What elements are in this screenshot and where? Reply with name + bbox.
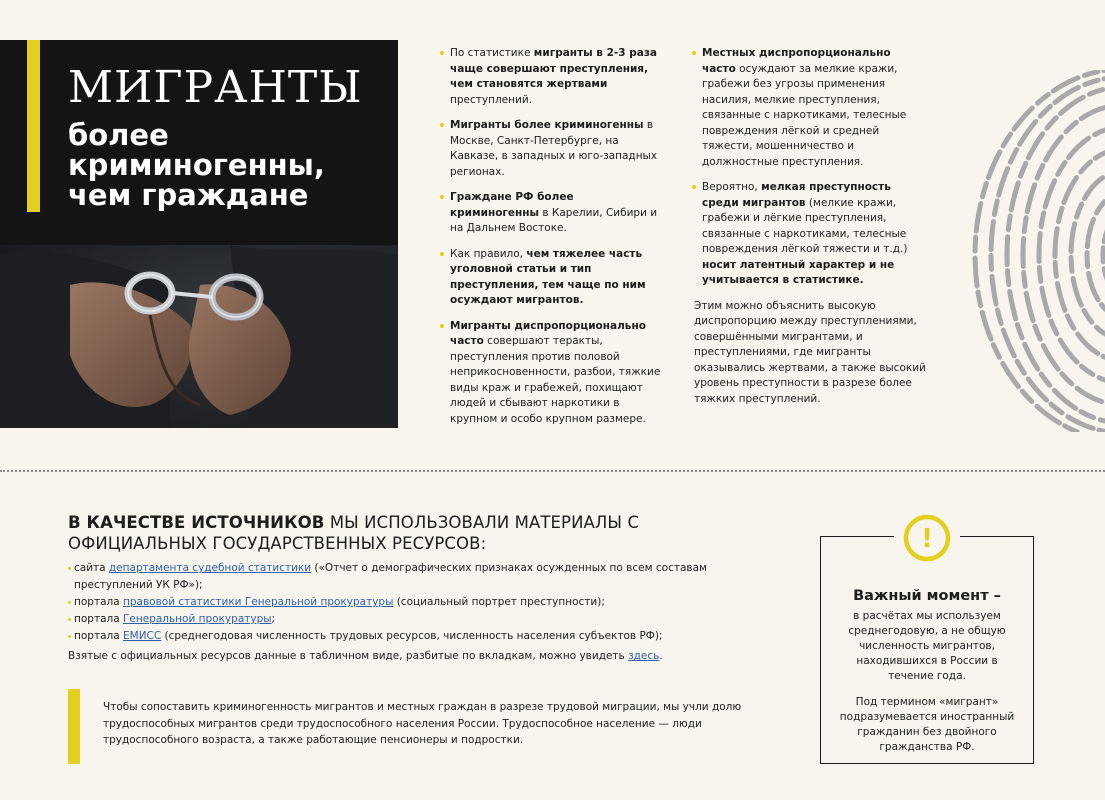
fingerprint-icon <box>948 70 1105 432</box>
bullet-dot <box>440 195 444 199</box>
bullet-dot <box>440 252 444 256</box>
facts-column-2 <box>692 46 927 417</box>
fact-emphasis: чем тяжелее часть уголовной статьи и тип преступления, тем чаще по ним осуждают мигрантов. <box>450 247 646 306</box>
list-item <box>68 560 748 594</box>
bullet-dot <box>440 324 444 328</box>
fact-text: Вероятно, <box>702 181 762 193</box>
sources-footer <box>68 648 748 665</box>
source-description: («Отчет о демографических признаках осужденных по всем составам преступлений УК РФ»); <box>74 562 707 591</box>
fact-emphasis: носит латентный характер и не учитывается в статистике. <box>702 258 895 286</box>
source-link-legal-stats[interactable]: правовой статистики Генеральной прокуратуры <box>123 596 394 608</box>
list-item <box>68 628 748 645</box>
fact-text: совершают теракты, преступления против половой неприкосновенности, разбои, тяжкие виды краж и грабежей, похищают людей и сбывают наркотики в крупном и особо крупном размере. <box>450 335 661 425</box>
list-item <box>68 594 748 611</box>
fact-text: По статистике <box>450 47 534 59</box>
accent-bar <box>68 689 80 764</box>
fact-emphasis: мигранты в 2-3 раза чаще совершают преступления, чем становятся жертвами <box>450 47 658 90</box>
source-link-court-stats[interactable]: департамента судебной статистики <box>108 562 312 574</box>
fact-paragraph <box>692 46 927 170</box>
important-paragraph: в расчётах мы используем среднегодовую, а не общую численность мигрантов, находившихся в России в течение года. <box>848 610 1006 682</box>
page-title: МИГРАНТЫ <box>68 62 363 113</box>
sources-heading-rest: МЫ ИСПОЛЬЗОВАЛИ МАТЕРИАЛЫ С ОФИЦИАЛЬНЫХ ГОСУДАРСТВЕННЫХ РЕСУРСОВ: <box>68 513 640 553</box>
handcuffs-photo <box>0 245 398 428</box>
source-link-prosecutor[interactable]: Генеральной прокуратуры <box>123 613 272 625</box>
bullet-dot <box>68 567 71 570</box>
sources-footer-end: . <box>659 650 663 662</box>
exclamation-mark: ! <box>921 524 933 554</box>
fact-paragraph <box>440 247 665 309</box>
exclamation-icon <box>894 511 960 565</box>
fact-text: в Карелии, Сибири и на Дальнем Востоке. <box>450 206 658 234</box>
fact-paragraph <box>692 299 927 408</box>
source-link-emiss[interactable]: ЕМИСС <box>123 630 162 642</box>
source-description: (среднегодовая численность трудовых ресурсов, численность населения субъектов РФ); <box>161 630 663 642</box>
sources-footer-text: Взятые с официальных ресурсов данные в табличном виде, разбитые по вкладкам, можно увидеть <box>68 650 629 662</box>
fact-emphasis: Местных диспропорционально часто <box>702 47 891 75</box>
fact-text: Как правило, <box>450 247 527 260</box>
fact-paragraph <box>692 180 927 289</box>
important-title: Важный момент – <box>853 588 1001 604</box>
bullet-dot <box>440 51 444 55</box>
bullet-dot <box>68 618 71 621</box>
fact-text: преступлений. <box>450 93 532 106</box>
fact-emphasis: мелкая преступность среди мигрантов <box>702 181 891 209</box>
source-prefix: портала <box>74 630 123 642</box>
facts-column-1 <box>440 46 665 437</box>
source-description: (социальный портрет преступности); <box>393 596 605 608</box>
fact-emphasis: Мигранты более криминогенны <box>450 119 644 131</box>
fact-paragraph <box>440 46 665 108</box>
sources-heading-strong: В КАЧЕСТВЕ ИСТОЧНИКОВ <box>68 513 325 532</box>
important-paragraph: Под термином «мигрант» подразумевается иностранный гражданин без двойного гражданства РФ. <box>839 696 1015 753</box>
fact-text: осуждают за мелкие кражи, грабежи без угрозы применения насилия, мелкие преступления, связанные с наркотиками, телесные повреждения лёгкой и средней тяжести, мошенничество и должностные преступления. <box>702 62 907 168</box>
important-text <box>837 609 1017 766</box>
fact-paragraph <box>440 190 665 237</box>
subtitle-line: более <box>68 118 169 152</box>
bullet-dot <box>68 635 71 638</box>
fact-paragraph <box>440 118 665 180</box>
source-prefix: портала <box>74 596 123 608</box>
fact-text: (мелкие кражи, грабежи и лёгкие преступления, связанные с наркотиками, телесные повреждения лёгкой тяжести и т.д.) <box>702 196 908 255</box>
note-text: Чтобы сопоставить криминогенность мигрантов и местных граждан в разрезе трудовой миграции, мы учли долю трудоспособных мигрантов среди трудоспособного населения России. Трудоспособное население — люди трудоспособного возраста, а также работающие пенсионеры и подростки. <box>103 701 742 746</box>
methodology-note <box>68 689 748 764</box>
subtitle-line: криминогенны, <box>68 148 325 182</box>
bullet-dot <box>440 123 444 127</box>
fact-text: Этим можно объяснить высокую диспропорцию между преступлениями, совершёнными мигрантами, и преступлениями, где мигранты оказывались жертвами, а также высокий уровень преступности в разрезе более тяжких преступлений. <box>694 299 926 405</box>
sources-list <box>68 560 748 665</box>
fact-text: в Москве, Санкт-Петербурге, на Кавказе, в западных и юго-западных регионах. <box>450 119 658 178</box>
data-here-link[interactable]: здесь <box>628 650 660 662</box>
source-prefix: сайта <box>74 562 109 574</box>
list-item <box>68 611 748 628</box>
source-description: ; <box>271 613 276 625</box>
bullet-dot <box>68 601 71 604</box>
section-divider <box>0 470 1105 472</box>
page-subtitle <box>68 120 325 210</box>
bullet-dot <box>692 185 696 189</box>
fact-emphasis: Граждане РФ более криминогенны <box>450 191 574 219</box>
bullet-dot <box>692 51 696 55</box>
hero-banner <box>0 40 398 428</box>
fact-paragraph <box>440 319 665 428</box>
accent-bar <box>27 40 40 212</box>
source-prefix: портала <box>74 613 123 625</box>
important-box <box>820 536 1034 764</box>
sources-heading <box>68 512 758 554</box>
subtitle-line: чем граждане <box>68 178 309 212</box>
fact-emphasis: Мигранты диспропорционально часто <box>450 319 646 347</box>
